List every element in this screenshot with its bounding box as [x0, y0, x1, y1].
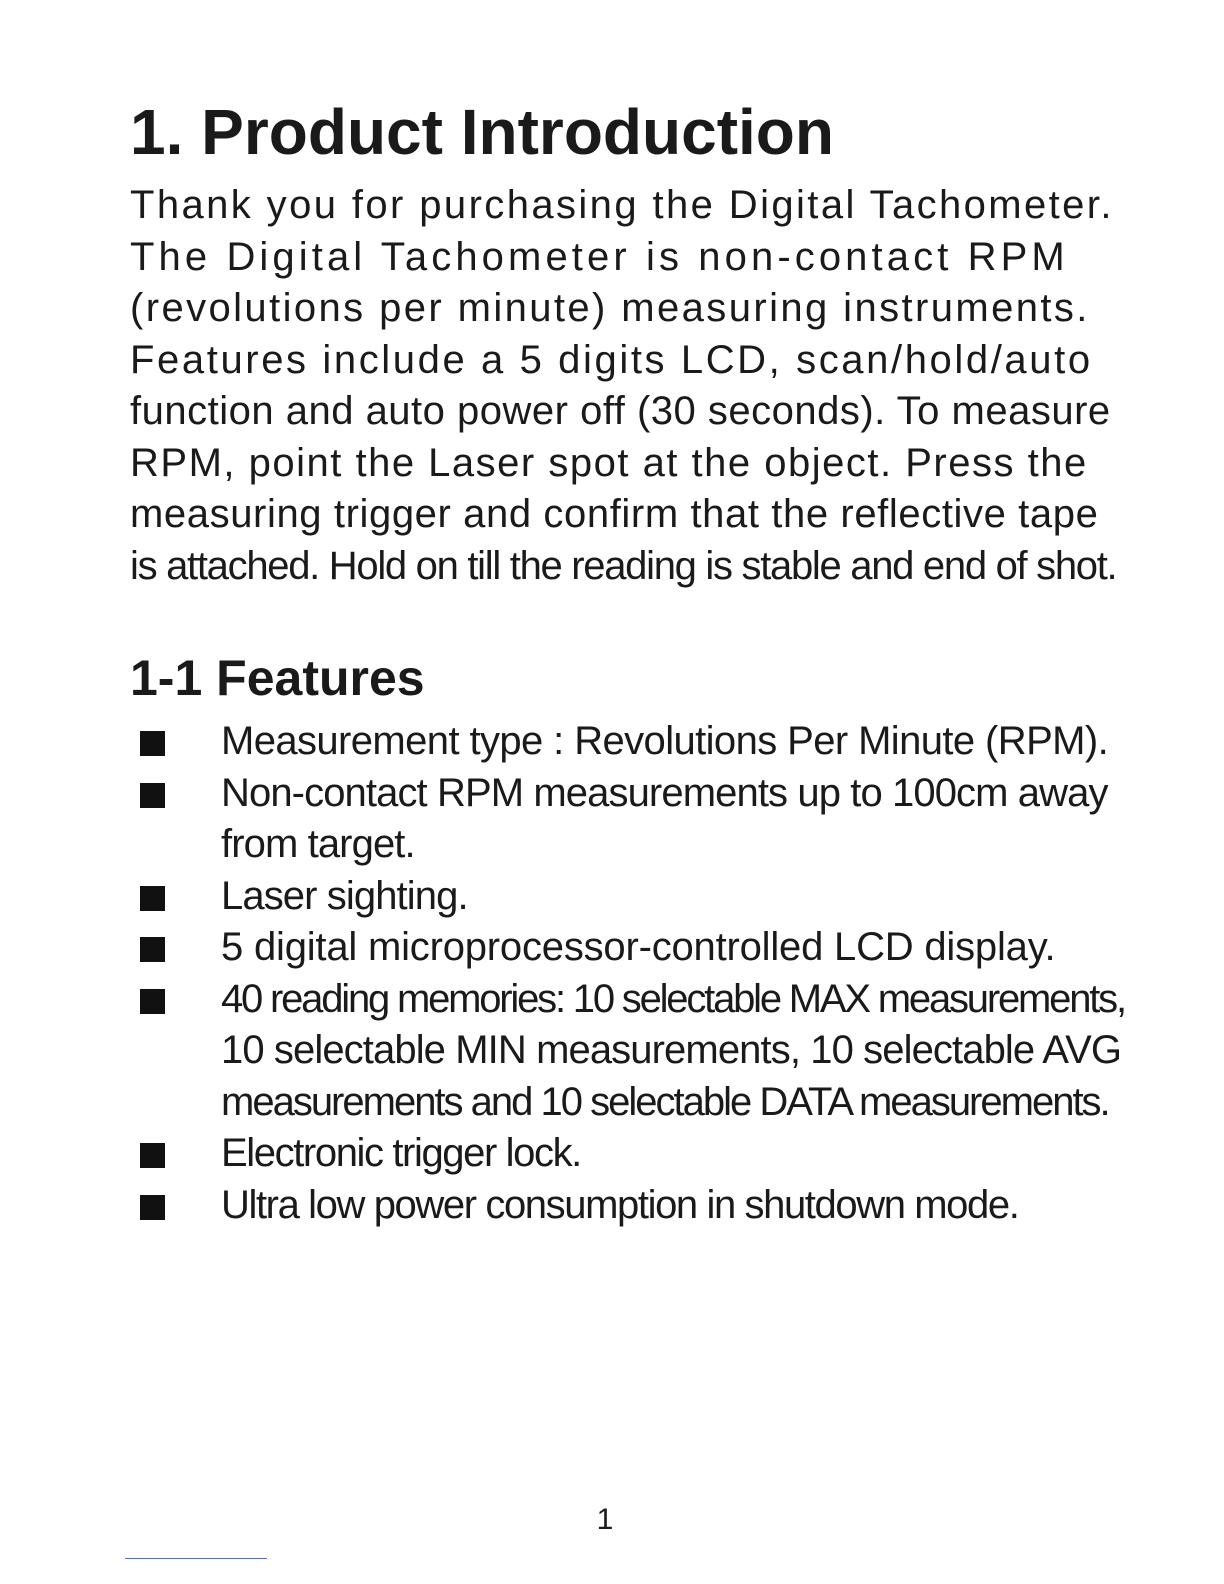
feature-text: Electronic trigger lock.	[221, 1131, 581, 1175]
features-heading: 1-1 Features	[130, 650, 425, 706]
feature-item	[130, 974, 1125, 1129]
features-list	[130, 716, 1125, 1231]
square-bullet-icon	[140, 783, 165, 808]
square-bullet-icon	[140, 886, 165, 911]
feature-text: from target.	[221, 822, 415, 866]
intro-line: RPM, point the Laser spot at the object. Press the	[130, 440, 1088, 485]
intro-paragraph	[130, 180, 1117, 592]
intro-line: (revolutions per minute) measuring instruments.	[130, 286, 1090, 330]
square-bullet-icon	[140, 989, 165, 1014]
feature-text: Non-contact RPM measurements up to 100cm away	[221, 770, 1108, 815]
feature-item	[130, 922, 1110, 974]
feature-item	[130, 871, 1110, 923]
feature-text: 10 selectable MIN measurements, 10 selectable AVG	[221, 1028, 1122, 1072]
intro-line: Thank you for purchasing the Digital Tachometer.	[130, 183, 1114, 227]
intro-line: measuring trigger and confirm that the reflective tape	[130, 492, 1099, 536]
feature-text: Measurement type : Revolutions Per Minute (RPM).	[221, 719, 1109, 763]
feature-text: Ultra low power consumption in shutdown mode.	[221, 1182, 1019, 1227]
square-bullet-icon	[140, 1143, 165, 1168]
intro-line: Features include a 5 digits LCD, scan/hold/auto	[130, 337, 1093, 382]
feature-item	[130, 716, 1110, 768]
feature-item	[130, 768, 1110, 871]
feature-item	[130, 1128, 1110, 1180]
square-bullet-icon	[140, 731, 165, 756]
intro-line: The Digital Tachometer is non-contact RPM	[130, 234, 1069, 279]
feature-text: measurements and 10 selectable DATA measurements.	[221, 1079, 1109, 1124]
page-number: 1	[596, 1503, 614, 1536]
intro-line: function and auto power off (30 seconds). To measure	[130, 389, 1111, 433]
intro-line: is attached. Hold on till the reading is stable and end of shot.	[130, 543, 1117, 588]
section-title: 1. Product Introduction	[130, 96, 834, 168]
square-bullet-icon	[140, 937, 165, 962]
feature-text: 40 reading memories: 10 selectable MAX measurements,	[221, 976, 1125, 1021]
feature-text: 5 digital microprocessor-controlled LCD display.	[221, 925, 1056, 969]
feature-item	[130, 1180, 1110, 1232]
footer-divider	[125, 1558, 267, 1559]
square-bullet-icon	[140, 1195, 165, 1220]
feature-text: Laser sighting.	[221, 873, 468, 918]
